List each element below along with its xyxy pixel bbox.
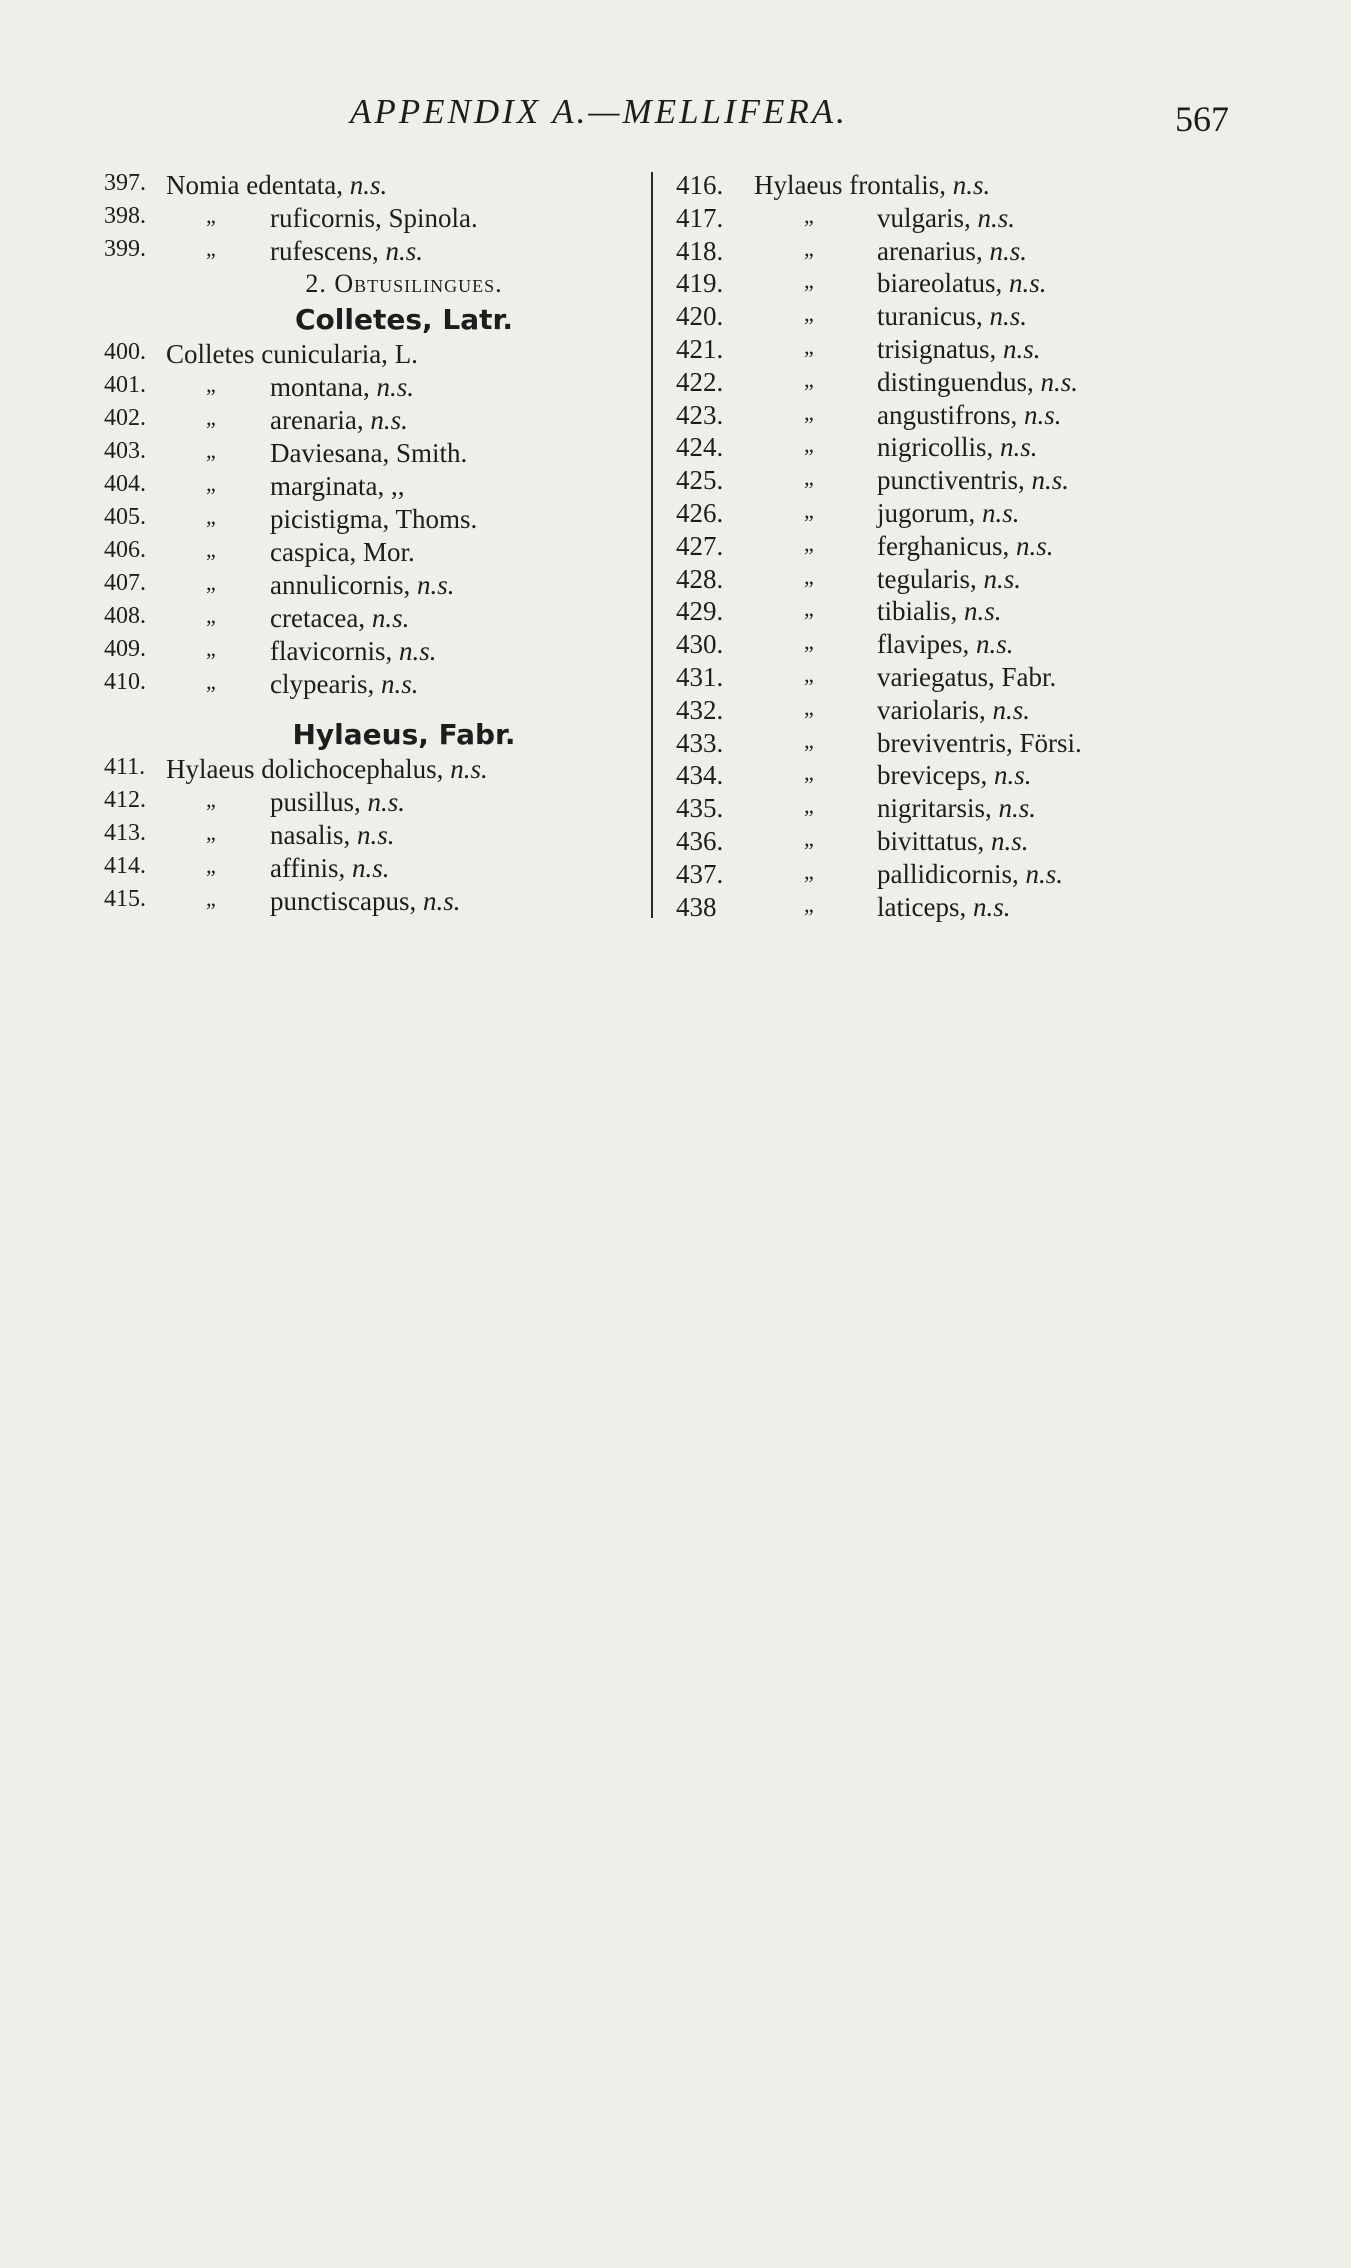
entry-number: 438 — [676, 891, 717, 922]
ditto-mark: „ — [804, 301, 814, 327]
entry-number: 407. — [104, 570, 146, 596]
entry-species: variegatus, — [877, 661, 995, 692]
species-entry — [104, 170, 644, 203]
entry-genus: Colletes cunicularia, L. — [166, 339, 418, 369]
entry-species: cretacea, — [270, 603, 366, 633]
entry-species: tegularis, — [877, 563, 977, 594]
ditto-mark: „ — [206, 504, 216, 529]
entry-author: n.s. — [982, 497, 1020, 528]
entry-number: 410. — [104, 669, 146, 695]
entry-species: frontalis, — [849, 170, 946, 200]
entry-number: 402. — [104, 405, 146, 431]
left-column — [104, 170, 644, 919]
entry-species: punctiventris, — [877, 465, 1025, 496]
entry-species: ferghanicus, — [877, 530, 1010, 561]
species-list-colletes — [104, 339, 644, 702]
entry-author: n.s. — [357, 820, 395, 850]
ditto-mark: „ — [804, 268, 814, 294]
entry-species: variolaris, — [877, 694, 986, 725]
ditto-mark: „ — [804, 629, 814, 655]
ditto-mark: „ — [804, 366, 814, 392]
entry-author: ,, — [390, 471, 405, 501]
entry-species: pusillus, — [270, 787, 361, 817]
ditto-mark: „ — [804, 563, 814, 589]
entry-number: 398. — [104, 203, 146, 229]
ditto-mark: „ — [206, 603, 216, 628]
species-entry — [104, 853, 644, 886]
species-entry — [676, 465, 1216, 498]
species-entry — [676, 203, 1216, 236]
ditto-mark: „ — [804, 202, 814, 228]
entry-author: n.s. — [1003, 333, 1041, 364]
ditto-mark: „ — [804, 235, 814, 261]
entry-author: n.s. — [450, 754, 488, 784]
entry-author: n.s. — [964, 596, 1002, 627]
species-entry — [104, 372, 644, 405]
species-entry — [104, 886, 644, 919]
entry-author: n.s. — [1031, 465, 1069, 496]
species-entry — [104, 236, 644, 269]
entry-author: n.s. — [1025, 858, 1063, 889]
entry-species: laticeps, — [877, 891, 967, 922]
species-list-nomia — [104, 170, 644, 269]
entry-author: Spinola. — [388, 203, 478, 233]
entry-species: rufescens, — [270, 236, 379, 266]
species-entry — [104, 537, 644, 570]
ditto-mark: „ — [206, 853, 216, 878]
entry-author: L. — [394, 339, 418, 369]
entry-author: n.s. — [983, 563, 1021, 594]
entry-number: 400. — [104, 339, 146, 365]
entry-number: 430. — [676, 629, 724, 660]
species-entry — [104, 787, 644, 820]
species-entry — [676, 629, 1216, 662]
entry-number: 435. — [676, 793, 724, 824]
entry-species: picistigma, — [270, 504, 390, 534]
entry-number: 397. — [104, 170, 146, 196]
entry-species: distinguendus, — [877, 366, 1034, 397]
entry-author: Mor. — [362, 537, 415, 567]
page-number: 567 — [1175, 99, 1229, 139]
species-entry — [104, 504, 644, 537]
entry-author: Försi. — [1019, 727, 1082, 758]
entry-author: n.s. — [416, 570, 455, 600]
entry-species: affinis, — [270, 853, 346, 883]
ditto-mark: „ — [804, 825, 814, 851]
entry-species: ruficornis, — [270, 203, 382, 233]
entry-number: 427. — [676, 530, 724, 561]
entry-author: n.s. — [992, 694, 1030, 725]
entry-author: n.s. — [1023, 399, 1062, 430]
entry-author: n.s. — [998, 793, 1037, 824]
species-entry — [104, 203, 644, 236]
entry-number: 424. — [676, 432, 724, 463]
ditto-mark: „ — [804, 760, 814, 786]
species-entry — [676, 596, 1216, 629]
species-entry — [104, 603, 644, 636]
entry-author: n.s. — [991, 825, 1029, 856]
entry-author: Thoms. — [395, 504, 478, 534]
entry-number: 418. — [676, 235, 724, 266]
entry-genus: Nomia edentata, n.s. — [166, 170, 388, 200]
entry-species: caspica, — [270, 537, 357, 567]
entry-species: pallidicornis, — [877, 858, 1019, 889]
species-entry — [104, 405, 644, 438]
entry-species: jugorum, — [877, 497, 976, 528]
species-list-hylaeus-continued — [676, 170, 1216, 924]
ditto-mark: „ — [206, 236, 216, 261]
ditto-mark: „ — [206, 787, 216, 812]
entry-number: 404. — [104, 471, 146, 497]
entry-author: n.s. — [993, 760, 1032, 791]
entry-number: 433. — [676, 727, 724, 758]
entry-genus: Hylaeus frontalis, n.s. — [754, 170, 991, 200]
ditto-mark: „ — [206, 820, 216, 845]
species-entry — [676, 564, 1216, 597]
entry-species: flavicornis, — [270, 636, 393, 666]
entry-number: 421. — [676, 333, 724, 364]
ditto-mark: „ — [206, 405, 216, 430]
column-divider — [651, 172, 653, 918]
entry-author: n.s. — [972, 891, 1011, 922]
entry-number: 412. — [104, 787, 146, 813]
entry-species: nigricollis, — [877, 432, 994, 463]
entry-author: Fabr. — [1001, 661, 1057, 692]
entry-author: n.s. — [1000, 432, 1038, 463]
ditto-mark: „ — [804, 727, 814, 753]
species-entry — [104, 636, 644, 669]
entry-number: 411. — [104, 754, 146, 780]
entry-number: 399. — [104, 236, 146, 262]
section-heading: 2. Obtusilingues. — [305, 269, 503, 298]
entry-author: n.s. — [376, 372, 414, 402]
entry-species: arenaria, — [270, 405, 364, 435]
entry-species: trisignatus, — [877, 333, 997, 364]
entry-author: n.s. — [349, 170, 388, 200]
ditto-mark: „ — [804, 399, 814, 425]
entry-number: 420. — [676, 301, 724, 332]
ditto-mark: „ — [804, 793, 814, 819]
entry-number: 437. — [676, 858, 724, 889]
species-entry — [676, 498, 1216, 531]
entry-number: 401. — [104, 372, 146, 398]
ditto-mark: „ — [804, 530, 814, 556]
entry-author: n.s. — [1015, 530, 1054, 561]
entry-author: n.s. — [1008, 268, 1047, 299]
species-entry — [104, 438, 644, 471]
ditto-mark: „ — [206, 203, 216, 228]
species-entry — [104, 471, 644, 504]
species-entry — [676, 760, 1216, 793]
ditto-mark: „ — [206, 537, 216, 562]
species-entry — [676, 728, 1216, 761]
entry-number: 422. — [676, 366, 724, 397]
entry-author: n.s. — [367, 787, 406, 817]
entry-number: 414. — [104, 853, 146, 879]
entry-species: flavipes, — [877, 629, 970, 660]
entry-number: 408. — [104, 603, 146, 629]
species-entry — [676, 301, 1216, 334]
entry-number: 419. — [676, 268, 724, 299]
ditto-mark: „ — [206, 372, 216, 397]
entry-number: 428. — [676, 563, 724, 594]
entry-number: 432. — [676, 694, 724, 725]
entry-species: montana, — [270, 372, 370, 402]
ditto-mark: „ — [206, 570, 216, 595]
ditto-mark: „ — [804, 661, 814, 687]
entry-species: arenarius, — [877, 235, 983, 266]
entry-number: 434. — [676, 760, 724, 791]
species-entry — [676, 170, 1216, 203]
entry-number: 431. — [676, 661, 724, 692]
ditto-mark: „ — [804, 891, 814, 917]
entry-number: 405. — [104, 504, 146, 530]
species-entry — [676, 793, 1216, 826]
species-entry — [104, 669, 644, 702]
entry-number: 436. — [676, 825, 724, 856]
ditto-mark: „ — [804, 497, 814, 523]
entry-species: bivittatus, — [877, 825, 985, 856]
species-entry — [676, 367, 1216, 400]
entry-species: breviventris, — [877, 727, 1013, 758]
genus-heading-colletes: Colletes, Latr. — [295, 303, 513, 336]
running-header: APPENDIX A.—MELLIFERA. — [350, 92, 848, 131]
species-entry — [676, 334, 1216, 367]
entry-species: nigritarsis, — [877, 793, 992, 824]
entry-number: 415. — [104, 886, 146, 912]
ditto-mark: „ — [804, 333, 814, 359]
entry-species: marginata, — [270, 471, 385, 501]
ditto-mark: „ — [804, 858, 814, 884]
species-entry — [676, 826, 1216, 859]
ditto-mark: „ — [206, 669, 216, 694]
entry-species: turanicus, — [877, 301, 983, 332]
entry-species: tibialis, — [877, 596, 958, 627]
entry-species: dolichocephalus, — [261, 754, 444, 784]
entry-species: cunicularia, — [261, 339, 388, 369]
species-entry — [104, 754, 644, 787]
entry-number: 403. — [104, 438, 146, 464]
entry-author: n.s. — [370, 405, 408, 435]
entry-author: n.s. — [989, 235, 1027, 266]
entry-author: n.s. — [977, 202, 1016, 233]
entry-author: n.s. — [385, 236, 423, 266]
entry-species: nasalis, — [270, 820, 351, 850]
entry-number: 426. — [676, 497, 724, 528]
entry-author: n.s. — [352, 853, 390, 883]
entry-species: clypearis, — [270, 669, 375, 699]
species-entry — [104, 339, 644, 372]
entry-number: 423. — [676, 399, 724, 430]
entry-author: n.s. — [1040, 366, 1079, 397]
entry-number: 425. — [676, 465, 724, 496]
entry-author: n.s. — [371, 603, 410, 633]
species-entry — [676, 531, 1216, 564]
entry-author: n.s. — [952, 170, 991, 200]
species-entry — [676, 892, 1216, 925]
entry-species: biareolatus, — [877, 268, 1003, 299]
entry-number: 429. — [676, 596, 724, 627]
ditto-mark: „ — [804, 694, 814, 720]
entry-species: breviceps, — [877, 760, 988, 791]
species-list-hylaeus — [104, 754, 644, 919]
entry-species: angustifrons, — [877, 399, 1018, 430]
ditto-mark: „ — [206, 438, 216, 463]
species-entry — [676, 432, 1216, 465]
species-entry — [676, 859, 1216, 892]
entry-author: n.s. — [398, 636, 437, 666]
entry-species: vulgaris, — [877, 202, 971, 233]
entry-author: n.s. — [975, 629, 1014, 660]
ditto-mark: „ — [804, 432, 814, 458]
entry-species: punctiscapus, — [270, 886, 417, 916]
entry-number: 413. — [104, 820, 146, 846]
entry-author: n.s. — [422, 886, 461, 916]
species-entry — [104, 570, 644, 603]
ditto-mark: „ — [206, 886, 216, 911]
entry-species: edentata, — [246, 170, 343, 200]
right-column — [676, 170, 1216, 924]
entry-number: 409. — [104, 636, 146, 662]
entry-genus: Hylaeus dolichocephalus, n.s. — [166, 754, 488, 784]
entry-species: Daviesana, — [270, 438, 390, 468]
species-entry — [676, 662, 1216, 695]
species-entry — [676, 236, 1216, 269]
genus-heading-hylaeus: Hylaeus, Fabr. — [292, 718, 516, 751]
ditto-mark: „ — [206, 471, 216, 496]
entry-author: n.s. — [380, 669, 419, 699]
entry-number: 406. — [104, 537, 146, 563]
species-entry — [676, 695, 1216, 728]
ditto-mark: „ — [804, 596, 814, 622]
entry-species: annulicornis, — [270, 570, 411, 600]
entry-number: 416. — [676, 170, 724, 200]
entry-number: 417. — [676, 202, 724, 233]
species-entry — [676, 400, 1216, 433]
species-entry — [104, 820, 644, 853]
entry-author: Smith. — [395, 438, 468, 468]
entry-author: n.s. — [989, 301, 1027, 332]
species-entry — [676, 268, 1216, 301]
ditto-mark: „ — [206, 636, 216, 661]
ditto-mark: „ — [804, 465, 814, 491]
